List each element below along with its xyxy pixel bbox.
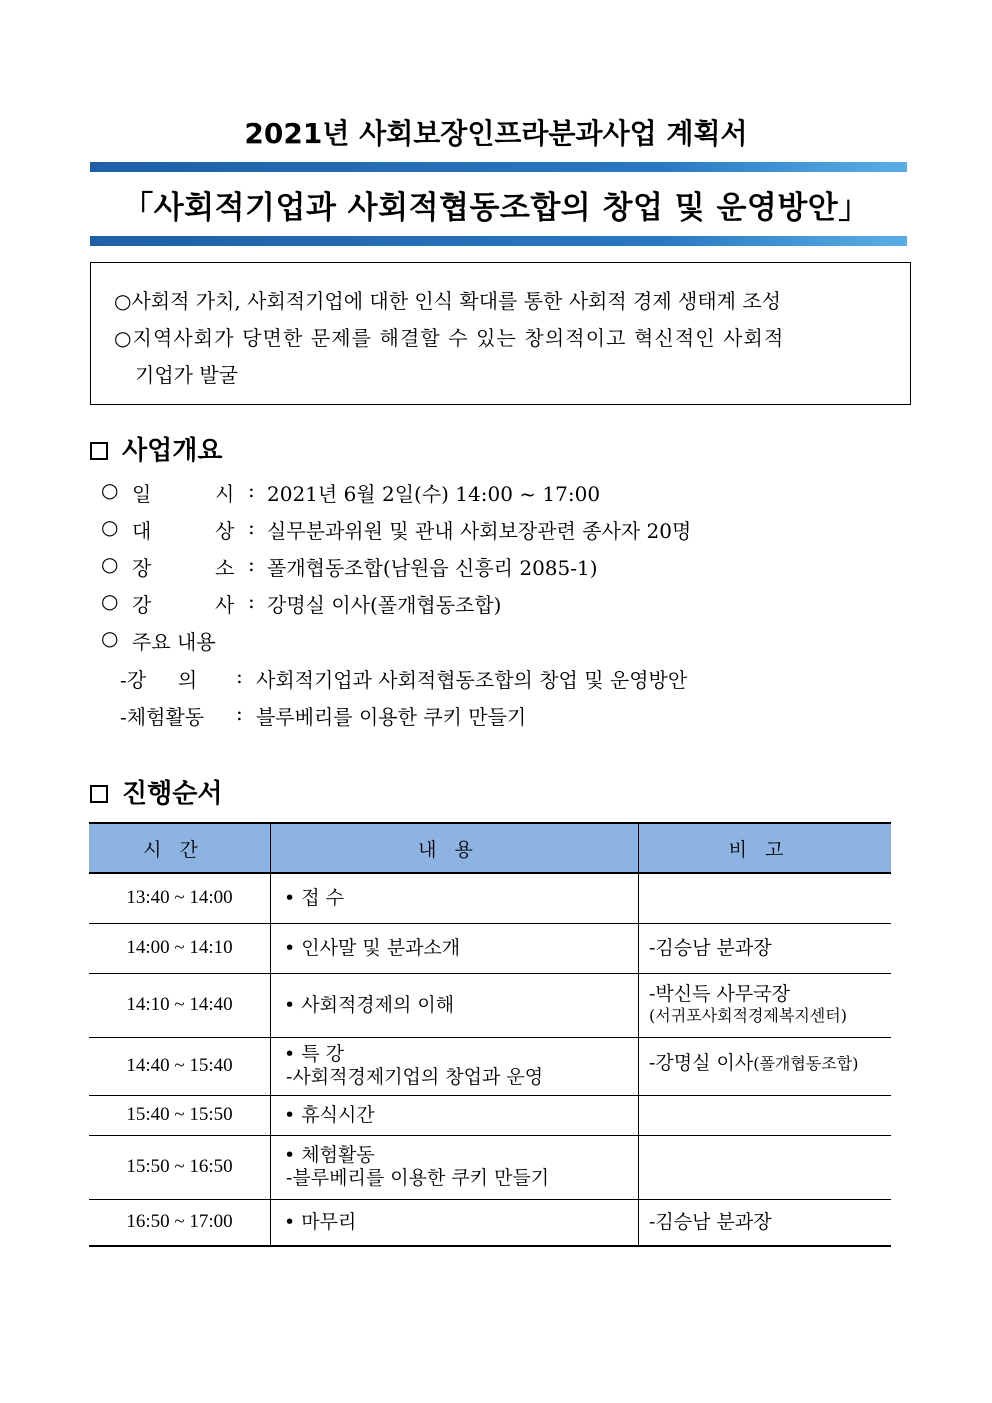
column-header-time: 시간 — [89, 823, 271, 873]
separator: : — [248, 515, 255, 539]
overview-key: 상 — [215, 519, 235, 543]
overview-value: 실무분과위원 및 관내 사회보장관련 종사자 20명 — [267, 519, 692, 543]
overview-key: 강 — [132, 593, 152, 617]
time-cell: 14:10 ~ 14:40 — [89, 973, 271, 1037]
circle-bullet-icon: ○ — [101, 626, 119, 650]
note-text: -강명실 이사 — [649, 1051, 754, 1074]
note-cell — [639, 1037, 892, 1095]
content-cell — [271, 1095, 639, 1135]
detail-value: 사회적기업과 사회적협동조합의 창업 및 운영방안 — [256, 668, 688, 692]
checkbox-square-icon — [90, 442, 108, 460]
note-text: -김승남 분과장 — [649, 1211, 772, 1234]
time-cell: 15:50 ~ 16:50 — [89, 1135, 271, 1199]
separator: : — [248, 552, 255, 576]
table-row — [89, 1199, 891, 1246]
main-content-label: 주요 내용 — [132, 630, 216, 654]
note-cell — [639, 873, 892, 923]
summary-line: ○사회적 가치, 사회적기업에 대한 인식 확대를 통한 사회적 경제 생태계 조성 — [114, 289, 781, 313]
content-cell — [271, 1135, 639, 1199]
table-row — [89, 1095, 891, 1135]
circle-bullet-icon: ○ — [101, 515, 119, 539]
time-cell: 16:50 ~ 17:00 — [89, 1199, 271, 1246]
table-row — [89, 1037, 891, 1095]
title-top-bar — [90, 162, 907, 172]
summary-line: ○지역사회가 당면한 문제를 해결할 수 있는 창의적이고 혁신적인 사회적 — [114, 326, 785, 350]
title-bottom-bar — [90, 236, 907, 246]
content-cell — [271, 1199, 639, 1246]
note-text: -박신득 사무국장 — [649, 983, 790, 1005]
detail-label: -강 의 — [120, 668, 198, 692]
circle-bullet-icon: ○ — [101, 552, 119, 576]
note-cell — [639, 1095, 892, 1135]
summary-line: 기업가 발굴 — [135, 363, 238, 387]
overview-value: 강명실 이사(폴개협동조합) — [267, 593, 502, 617]
overview-key: 사 — [215, 593, 235, 617]
table-row — [89, 1135, 891, 1199]
overview-key: 일 — [132, 482, 152, 506]
note-text: -김승남 분과장 — [649, 937, 772, 959]
detail-value: 블루베리를 이용한 쿠키 만들기 — [256, 705, 527, 729]
content-cell — [271, 873, 639, 923]
separator: : — [236, 701, 243, 725]
content-text: • 특 강 — [284, 1043, 344, 1065]
separator: : — [248, 478, 255, 502]
content-subtext: -블루베리를 이용한 쿠키 만들기 — [286, 1167, 550, 1189]
column-header-content: 내용 — [271, 823, 639, 873]
separator: : — [248, 589, 255, 613]
detail-label: -체험활동 — [120, 705, 205, 729]
section-heading-label: 사업개요 — [122, 436, 223, 466]
time-cell: 14:00 ~ 14:10 — [89, 923, 271, 973]
circle-bullet-icon: ○ — [101, 589, 119, 613]
content-cell — [271, 1037, 639, 1095]
content-text: • 휴식시간 — [284, 1103, 375, 1126]
note-cell — [639, 973, 892, 1037]
overview-key: 대 — [132, 519, 152, 543]
separator: : — [236, 664, 243, 688]
time-cell: 14:40 ~ 15:40 — [89, 1037, 271, 1095]
overview-value: 2021년 6월 2일(수) 14:00 ~ 17:00 — [267, 482, 601, 506]
schedule-table — [89, 822, 891, 1247]
table-header-row — [89, 823, 891, 873]
section-heading-label: 진행순서 — [122, 779, 223, 809]
content-text: • 체험활동 — [284, 1144, 375, 1166]
section-heading-schedule — [90, 773, 222, 810]
table-row — [89, 973, 891, 1037]
table-row — [89, 923, 891, 973]
content-text: • 인사말 및 분과소개 — [284, 936, 461, 959]
overview-value: 폴개협동조합(남원읍 신흥리 2085-1) — [267, 556, 598, 580]
note-cell — [639, 1135, 892, 1199]
content-text: • 접 수 — [284, 886, 344, 909]
section-heading-overview — [90, 430, 222, 467]
checkbox-square-icon — [90, 785, 108, 803]
column-header-note: 비고 — [639, 823, 892, 873]
content-cell — [271, 923, 639, 973]
content-text: • 사회적경제의 이해 — [284, 993, 455, 1016]
table-row — [89, 873, 891, 923]
overview-key: 장 — [132, 556, 152, 580]
time-cell: 15:40 ~ 15:50 — [89, 1095, 271, 1135]
content-text: • 마무리 — [284, 1210, 357, 1233]
content-cell — [271, 973, 639, 1037]
circle-bullet-icon: ○ — [101, 478, 119, 502]
content-subtext: -사회적경제기업의 창업과 운영 — [286, 1066, 544, 1088]
note-subtext: (서귀포사회적경제복지센터) — [649, 1006, 847, 1025]
note-cell — [639, 1199, 892, 1246]
overview-key: 소 — [215, 556, 235, 580]
note-subtext: (폴개협동조합) — [753, 1053, 859, 1073]
document-title: 2021년 사회보장인프라분과사업 계획서 — [244, 117, 748, 150]
summary-box — [90, 262, 911, 405]
document-subtitle: 「사회적기업과 사회적협동조합의 창업 및 운영방안」 — [122, 190, 870, 226]
note-cell — [639, 923, 892, 973]
time-cell: 13:40 ~ 14:00 — [89, 873, 271, 923]
overview-key: 시 — [215, 482, 235, 506]
